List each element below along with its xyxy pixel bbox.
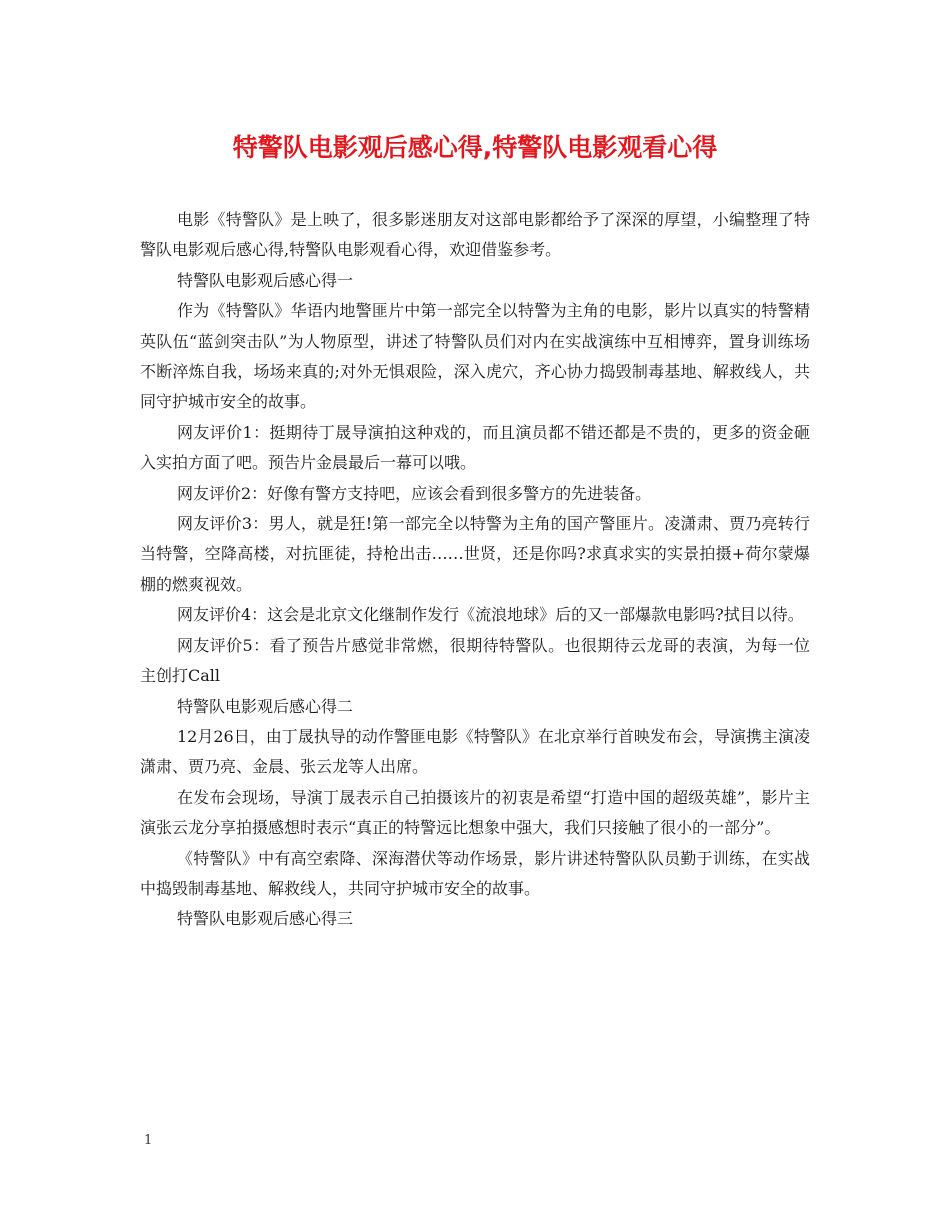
section-heading-2: 特警队电影观后感心得二 [177, 696, 354, 716]
paragraph-intro: 电影《特警队》是上映了，很多影迷朋友对这部电影都给予了深深的厚望，小编整理了特警队电影观后感心得,特警队电影观看心得，欢迎借鉴参考。 [140, 210, 810, 260]
paragraph-review-2: 网友评价2：好像有警方支持吧，应该会看到很多警方的先进装备。 [177, 483, 652, 503]
paragraph: 在发布会现场，导演丁晟表示自己拍摄该片的初衷是希望“打造中国的超级英雄”，影片主演张云龙分享拍摄感想时表示“真正的特警远比想象中强大，我们只接触了很小的一部分”。 [140, 787, 810, 838]
paragraph-review-5: 网友评价5：看了预告片感觉非常燃，很期待特警队。也很期待云龙哥的表演，为每一位主创打Call [140, 635, 810, 686]
paragraph: 12月26日，由丁晟执导的动作警匪电影《特警队》在北京举行首映发布会，导演携主演凌潇肃、贾乃亮、金晨、张云龙等人出席。 [140, 726, 810, 777]
page-number: 1 [144, 1133, 153, 1148]
document-title: 特警队电影观后感心得,特警队电影观看心得 [232, 133, 718, 162]
paragraph-review-4: 网友评价4：这会是北京文化继制作发行《流浪地球》后的又一部爆款电影吗?拭目以待。 [177, 605, 804, 625]
section-heading-3: 特警队电影观后感心得三 [177, 909, 354, 929]
paragraph-review-3: 网友评价3：男人，就是狂!第一部完全以特警为主角的国产警匪片。凌潇肃、贾乃亮转行当特警，空降高楼，对抗匪徒，持枪出击……世贤，还是你吗?求真求实的实景拍摄+荷尔蒙爆棚的燃爽视效。 [140, 514, 810, 594]
paragraph-review-1: 网友评价1：挺期待丁晟导演拍这种戏的，而且演员都不错还都是不贵的，更多的资金砸入实拍方面了吧。预告片金晨最后一幕可以哦。 [140, 422, 810, 473]
section-heading-1: 特警队电影观后感心得一 [177, 270, 354, 290]
document-body [140, 205, 810, 935]
paragraph: 《特警队》中有高空索降、深海潜伏等动作场景，影片讲述特警队队员勤于训练，在实战中捣毁制毒基地、解救线人，共同守护城市安全的故事。 [140, 848, 810, 898]
paragraph: 作为《特警队》华语内地警匪片中第一部完全以特警为主角的电影，影片以真实的特警精英队伍“蓝剑突击队”为人物原型，讲述了特警队员们对内在实战演练中互相博弈，置身训练场不断淬炼自我，场场来真的;对外无惧艰险，深入虎穴，齐心协力捣毁制毒基地、解救线人，共同守护城市安全的故事。 [140, 301, 810, 412]
